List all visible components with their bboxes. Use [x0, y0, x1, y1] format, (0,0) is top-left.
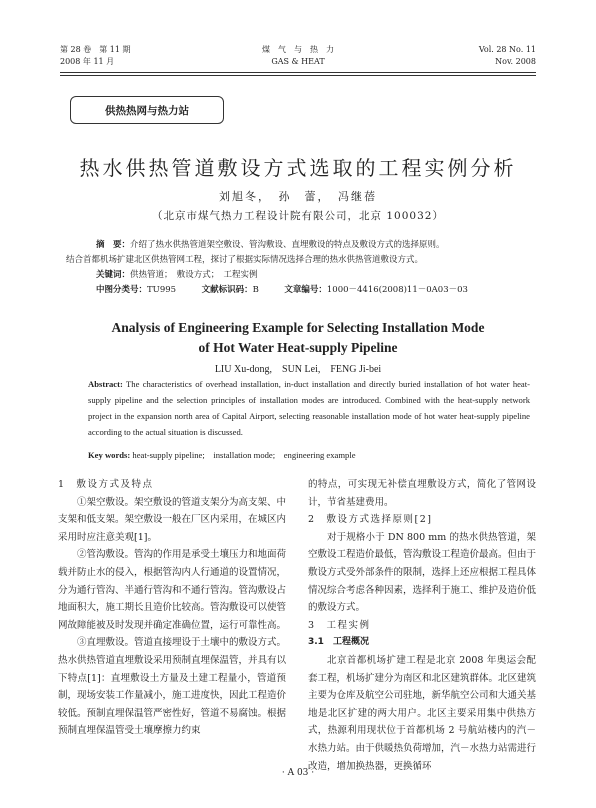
abstract-en: [88, 376, 530, 440]
doc-code: B: [252, 285, 259, 295]
keywords-cn: 供热管道； 敷设方式； 工程实例: [130, 270, 258, 280]
header-right: [479, 44, 536, 68]
title-en-line1: Analysis of Engineering Example for Selecting Installation Mode: [111, 320, 485, 335]
authors-en: LIU Xu-dong, SUN Lei, FENG Ji-bei: [214, 364, 382, 375]
keywords-cn-label: 关键词：: [96, 270, 131, 280]
paragraph-overhead: ①架空敷设。架空敷设的管道支架分为高支架、中支架和低支架。架空敷设一般在厂区内采用，在城区内采用时应注意美观[1]。: [58, 496, 287, 543]
paragraph-in-duct: ②管沟敷设。管沟的作用是承受土壤压力和地面荷载并防止水的侵入，根据管沟内人行通道的设置情况，分为通行管沟、半通行管沟和不通行管沟。管沟敷设占地面积大，施工期长且造价比较高。管沟敷设可以使管网故障能被及时发现并确定准确位置，运行可靠性高。: [58, 549, 287, 631]
page-number: · A 03 ·: [281, 768, 315, 778]
section-heading-3: 3 工程实例: [308, 619, 371, 631]
authors-cn: 刘旭冬， 孙 蕾， 冯继蓓: [219, 190, 377, 203]
title-en-line2: of Hot Water Heat-supply Pipeline: [198, 340, 398, 355]
article-number-label: 文章编号：: [284, 285, 327, 295]
subsection-heading-3-1: 3.1 工程概况: [308, 637, 369, 648]
issue-date-cn: 2008 年 11 月: [60, 57, 115, 66]
volume-issue: 第 28 卷 第 11 期: [60, 45, 131, 54]
keywords-en: [88, 448, 530, 462]
journal-name-cn: 煤 气 与 热 力: [262, 45, 334, 54]
section-heading-2: 2 敷设方式选择原则[2]: [308, 514, 433, 526]
abstract-cn-line2: 结合首都机场扩建北区供热管网工程，探讨了根据实际情况选择合理的热水供热管道敷设方式。: [66, 255, 424, 265]
paragraph-selection-principles: 对于规格小于 DN 800 mm 的热水供热管道，架空敷设工程造价最低，管沟敷设工程造价最高。但由于敷设方式受外部条件的限制，选择上还应根据工程具体情况综合考虑各种因素，选择利于施工、维护及造价低的敷设方式。: [308, 531, 537, 614]
paper-title-en: [40, 318, 556, 358]
header-rule: [60, 72, 536, 73]
paragraph-project-overview: 北京首都机场扩建工程是北京 2008 年奥运会配套工程，机场扩建分为南区和北区建筑群体。北区建筑主要为仓库及航空公司驻地，新华航空公司和大通关基地是北区扩建的两大用户。北区主要采用集中供热方式，热源利用现状位于首都机场 2 号航站楼内的汽－水热力站。由于供暖热负荷增加，汽－水热力站需进行改造，增加换热器，更换循环: [308, 654, 537, 772]
abstract-en-label: Abstract:: [88, 379, 123, 389]
abstract-en-text: The characteristics of overhead installation, in-duct installation and directly buried installation of hot water heat-supply pipeline and the selection principles of installation modes are introduced. Combined with the heat-supply network project in the expansion north area of Capital Airport, selecting reasonable installation mode of hot water heat-supply pipeline according to the actual situation is discussed.: [88, 379, 530, 437]
paragraph-direct-buried: ③直埋敷设。管道直接埋设于土壤中的敷设方式。热水供热管道直埋敷设采用预制直埋保温管，并具有以下特点[1]：直埋敷设土方量及土建工程量小，管道预制，现场安装工作量减小，施工进度快，因此工程造价较低。预制直埋保温管严密性好，管道不易腐蚀。根据预制直埋保温管受土壤摩擦力约束: [58, 637, 287, 737]
paragraph-continued: 的特点，可实现无补偿直埋敷设方式，简化了管网设计，节省基建费用。: [308, 479, 536, 508]
body-column-right: [308, 476, 536, 775]
journal-name-en: GAS & HEAT: [271, 57, 325, 66]
clc-label: 中图分类号：: [96, 285, 148, 295]
doc-code-label: 文献标识码：: [201, 285, 253, 295]
affiliation-cn: （北京市煤气热力工程设计院有限公司，北京 100032）: [152, 210, 444, 222]
abstract-cn: [66, 238, 530, 298]
section-tag: 供热热网与热力站: [70, 96, 224, 124]
keywords-en-label: Key words:: [88, 450, 131, 460]
volume-issue-en: Vol. 28 No. 11: [478, 45, 536, 54]
header-rule-thin: [60, 75, 536, 76]
abstract-cn-line1: 介绍了热水供热管道架空敷设、管沟敷设、直埋敷设的特点及敷设方式的选择原则。: [130, 240, 445, 250]
paper-title-cn: 热水供热管道敷设方式选取的工程实例分析: [79, 156, 517, 180]
header-center: [60, 44, 536, 68]
keywords-en-text: heat-supply pipeline; installation mode; engineering example: [132, 450, 356, 460]
body-column-left: [58, 476, 286, 740]
clc-number: TU995: [147, 285, 177, 295]
article-number: 1000－4416(2008)11－0A03－03: [326, 285, 468, 295]
issue-date-en: Nov. 2008: [495, 57, 536, 66]
section-heading-1: 1 敷设方式及特点: [58, 479, 154, 490]
abstract-cn-label: 摘 要：: [96, 240, 131, 250]
